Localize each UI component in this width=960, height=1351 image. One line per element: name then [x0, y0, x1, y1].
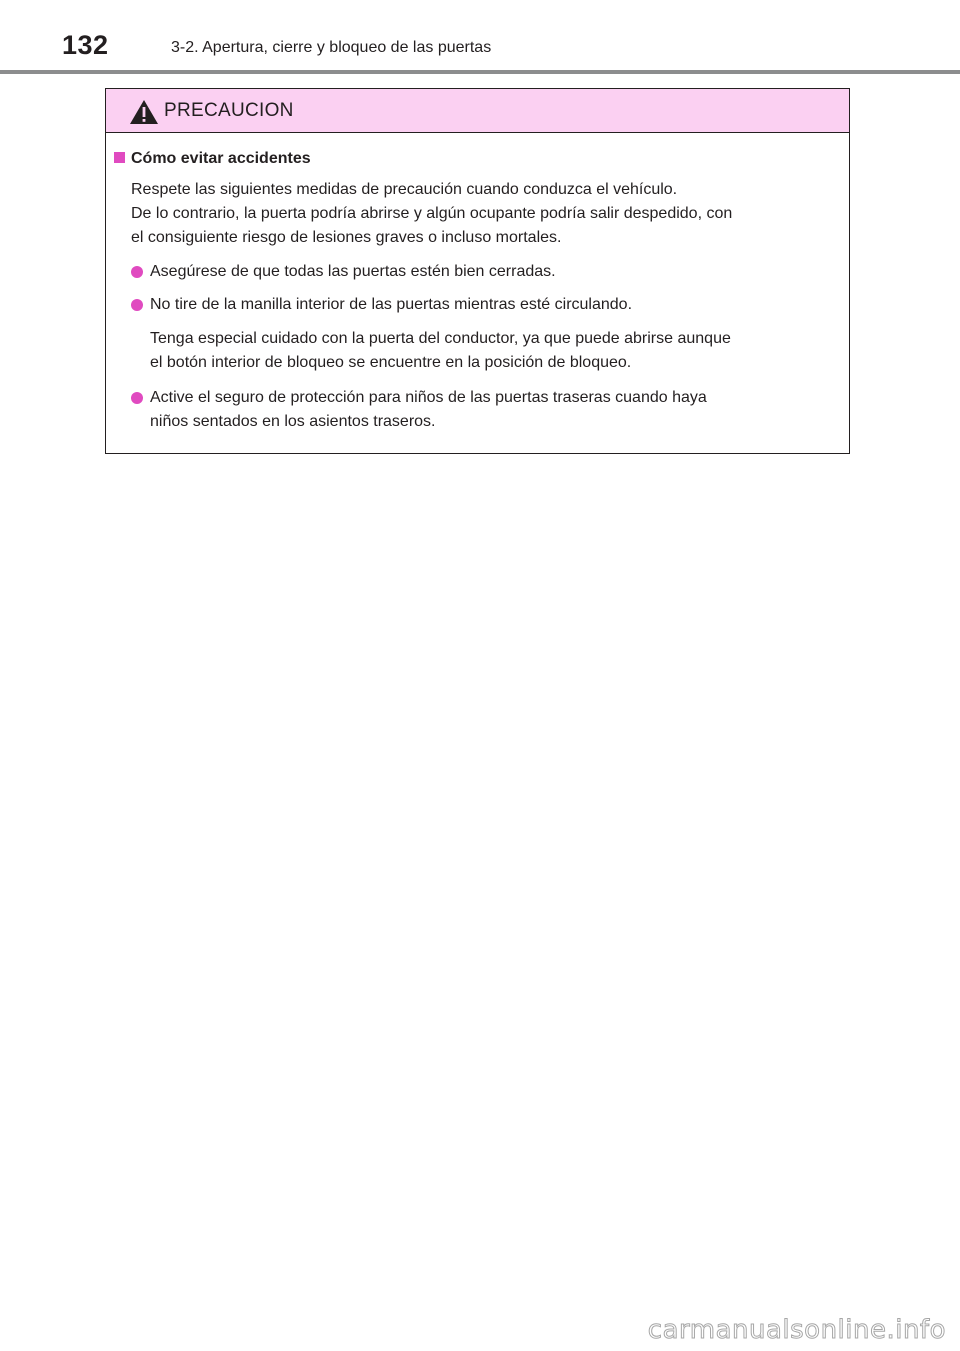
list-item-text-line-2: niños sentados en los asientos traseros. [150, 413, 436, 430]
watermark: carmanualsonline.info [647, 1315, 946, 1345]
list-item-note-line-1: Tenga especial cuidado con la puerta del conductor, ya que puede abrirse aunque [150, 330, 731, 347]
caution-header [106, 89, 849, 133]
intro-line-2: De lo contrario, la puerta podría abrirse y algún ocupante podría salir despedido, con [131, 205, 733, 222]
list-item [131, 386, 843, 434]
list-item-text-line-1: Active el seguro de protección para niños de las puertas traseras cuando haya [150, 389, 707, 406]
header-rule [0, 70, 960, 74]
list-item-text: No tire de la manilla interior de las puertas mientras esté circulando. [150, 296, 633, 313]
round-bullet-icon [131, 299, 143, 311]
subheading [114, 150, 311, 168]
subheading-text: Cómo evitar accidentes [131, 150, 311, 167]
list-item-text: Asegúrese de que todas las puertas estén bien cerradas. [150, 263, 556, 280]
round-bullet-icon [131, 392, 143, 404]
intro-line-3: el consiguiente riesgo de lesiones graves o incluso mortales. [131, 229, 562, 246]
intro-line-1: Respete las siguientes medidas de precaución cuando conduzca el vehículo. [131, 181, 678, 198]
round-bullet-icon [131, 266, 143, 278]
caution-title: PRECAUCION [164, 100, 294, 121]
warning-triangle-icon [129, 99, 159, 125]
caution-box [105, 88, 850, 454]
section-title: 3-2. Apertura, cierre y bloqueo de las puertas [171, 39, 492, 56]
page-number: 132 [62, 30, 109, 60]
list-item-note-line-2: el botón interior de bloqueo se encuentre en la posición de bloqueo. [150, 354, 632, 371]
square-bullet-icon [114, 152, 125, 163]
list-item [131, 293, 843, 317]
list-item [131, 260, 843, 284]
